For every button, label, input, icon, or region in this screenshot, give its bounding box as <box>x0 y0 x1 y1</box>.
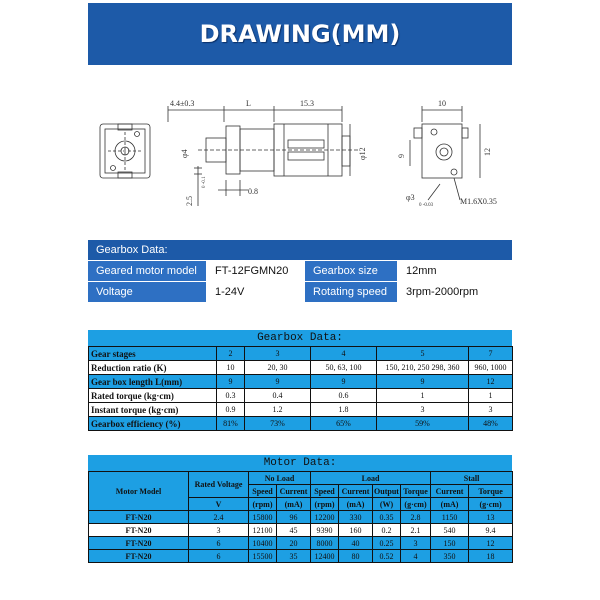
dim-side-top: 10 <box>438 99 446 108</box>
table-cell: 3 <box>401 537 431 550</box>
table-cell: 150, 210, 250 298, 360 <box>377 361 469 375</box>
table-row <box>89 361 513 375</box>
table-cell: FT-N20 <box>89 550 189 563</box>
gearbox-info-row <box>88 282 512 302</box>
row-label: Gearbox efficiency (%) <box>89 417 217 431</box>
table-cell: 15800 <box>249 511 277 524</box>
info-value: 1-24V <box>207 282 304 302</box>
row-label: Reduction ratio (K) <box>89 361 217 375</box>
dim-2-5-tol: 0 -0.1 <box>202 176 207 188</box>
table-row <box>89 537 513 550</box>
col-unit: (g·cm) <box>401 498 431 511</box>
table-cell: 12 <box>469 537 513 550</box>
col-header: Speed <box>249 485 277 498</box>
table-cell: 1150 <box>431 511 469 524</box>
gearbox-data-table <box>88 330 512 431</box>
table-cell: 3 <box>189 524 249 537</box>
dim-thread: M1.6X0.35 <box>460 197 497 206</box>
front-view <box>100 124 150 178</box>
table-cell: 350 <box>431 550 469 563</box>
col-header: Stall <box>431 472 513 485</box>
table-cell: 1 <box>469 389 513 403</box>
table-cell: 9 <box>245 375 311 389</box>
table-cell: 20 <box>277 537 311 550</box>
table-row <box>89 389 513 403</box>
table-cell: 10 <box>217 361 245 375</box>
table-cell: 40 <box>339 537 373 550</box>
table-cell: 0.35 <box>373 511 401 524</box>
motor-table-title: Motor Data: <box>88 455 512 471</box>
table-cell: 0.4 <box>245 389 311 403</box>
dim-12: 12 <box>483 148 492 156</box>
table-cell: 6 <box>189 550 249 563</box>
table-cell: 0.3 <box>217 389 245 403</box>
table-cell: 1.2 <box>245 403 311 417</box>
table-cell: 2 <box>217 347 245 361</box>
table-cell: 4 <box>311 347 377 361</box>
table-cell: 59% <box>377 417 469 431</box>
col-header: Speed <box>311 485 339 498</box>
dim-top-2: L <box>246 99 251 108</box>
table-cell: 5 <box>377 347 469 361</box>
table-cell: 20, 30 <box>245 361 311 375</box>
col-header: Current <box>277 485 311 498</box>
table-cell: 2.8 <box>401 511 431 524</box>
table-cell: 10400 <box>249 537 277 550</box>
table-row <box>89 524 513 537</box>
table-cell: 6 <box>189 537 249 550</box>
end-view <box>410 106 480 200</box>
table-row <box>89 375 513 389</box>
col-unit: (W) <box>373 498 401 511</box>
info-value: FT-12FGMN20 <box>207 261 304 281</box>
info-label: Gearbox size <box>305 261 397 281</box>
info-value: 12mm <box>398 261 512 281</box>
table-cell: 0.6 <box>311 389 377 403</box>
dim-top-3: 15.3 <box>300 99 314 108</box>
table-cell: 1.8 <box>311 403 377 417</box>
row-label: Gear box length L(mm) <box>89 375 217 389</box>
table-cell: 0.2 <box>373 524 401 537</box>
row-label: Rated torque (kg·cm) <box>89 389 217 403</box>
dim-2-5: 2.5 <box>185 196 194 206</box>
dim-9: 9 <box>397 154 406 158</box>
row-label: Gear stages <box>89 347 217 361</box>
gearbox-info <box>88 240 512 302</box>
table-cell: 12400 <box>311 550 339 563</box>
table-cell: 12200 <box>311 511 339 524</box>
table-cell: 160 <box>339 524 373 537</box>
row-label: Instant torque (kg·cm) <box>89 403 217 417</box>
table-header-row <box>89 472 513 485</box>
table-cell: 18 <box>469 550 513 563</box>
info-label: Rotating speed <box>305 282 397 302</box>
col-header: Torque <box>401 485 431 498</box>
table-cell: 2.4 <box>189 511 249 524</box>
table-cell: 9 <box>311 375 377 389</box>
table-cell: 9 <box>217 375 245 389</box>
gearbox-info-header: Gearbox Data: <box>88 240 512 260</box>
gearbox-table-title: Gearbox Data: <box>88 330 512 346</box>
table-cell: 48% <box>469 417 513 431</box>
side-view <box>168 106 358 206</box>
banner-title: DRAWING(MM) <box>199 20 401 48</box>
table-cell: 4 <box>401 550 431 563</box>
col-unit: V <box>189 498 249 511</box>
table-row <box>89 347 513 361</box>
table-cell: 3 <box>245 347 311 361</box>
col-header: Current <box>339 485 373 498</box>
table-cell: FT-N20 <box>89 524 189 537</box>
table-row <box>89 417 513 431</box>
table-cell: 1 <box>377 389 469 403</box>
table-cell: 80 <box>339 550 373 563</box>
table-cell: 3 <box>469 403 513 417</box>
table-cell: 13 <box>469 511 513 524</box>
col-header: Motor Model <box>89 472 189 511</box>
info-label: Voltage <box>88 282 206 302</box>
table-cell: 9.4 <box>469 524 513 537</box>
table-cell: FT-N20 <box>89 511 189 524</box>
table-cell: 9390 <box>311 524 339 537</box>
col-header: Rated Voltage <box>189 472 249 498</box>
table-cell: 12100 <box>249 524 277 537</box>
dim-phi4: φ4 <box>180 149 189 158</box>
col-unit: (g·cm) <box>469 498 513 511</box>
info-value: 3rpm-2000rpm <box>398 282 512 302</box>
table-cell: 8000 <box>311 537 339 550</box>
table-cell: 65% <box>311 417 377 431</box>
table-cell: 330 <box>339 511 373 524</box>
table-cell: FT-N20 <box>89 537 189 550</box>
table-cell: 81% <box>217 417 245 431</box>
table-row <box>89 550 513 563</box>
table-cell: 540 <box>431 524 469 537</box>
table-cell: 45 <box>277 524 311 537</box>
col-header: Output <box>374 486 399 496</box>
col-header: Current <box>431 485 469 498</box>
table-cell: 50, 63, 100 <box>311 361 377 375</box>
table-cell: 960, 1000 <box>469 361 513 375</box>
table-cell: 3 <box>377 403 469 417</box>
table-cell: 15500 <box>249 550 277 563</box>
motor-data-table <box>88 455 512 563</box>
col-header: Load <box>311 472 431 485</box>
info-label: Geared motor model <box>88 261 206 281</box>
gearbox-info-row <box>88 261 512 281</box>
table-cell: 12 <box>469 375 513 389</box>
col-unit: (mA) <box>339 498 373 511</box>
table-cell: 2.1 <box>401 524 431 537</box>
table-cell: 35 <box>277 550 311 563</box>
col-unit: (rpm) <box>249 498 277 511</box>
table-cell: 73% <box>245 417 311 431</box>
table-cell: 0.9 <box>217 403 245 417</box>
table-cell: 0.52 <box>373 550 401 563</box>
dim-top-1: 4.4±0.3 <box>170 99 195 108</box>
col-unit: (mA) <box>431 498 469 511</box>
dim-phi12: φ12 <box>358 147 367 160</box>
col-unit: (rpm) <box>311 498 339 511</box>
dim-0-8: 0.8 <box>248 187 258 196</box>
table-cell: 150 <box>431 537 469 550</box>
technical-drawing <box>88 88 512 218</box>
col-header: Torque <box>469 485 513 498</box>
col-header: No Load <box>249 472 311 485</box>
table-row <box>89 403 513 417</box>
col-unit: (mA) <box>277 498 311 511</box>
drawing-banner <box>88 3 512 65</box>
table-cell: 96 <box>277 511 311 524</box>
dim-phi3-tol: 0 -0.03 <box>419 203 434 208</box>
table-cell: 9 <box>377 375 469 389</box>
table-row <box>89 511 513 524</box>
dim-phi3: φ3 <box>406 193 415 202</box>
table-cell: 0.25 <box>373 537 401 550</box>
table-cell: 7 <box>469 347 513 361</box>
